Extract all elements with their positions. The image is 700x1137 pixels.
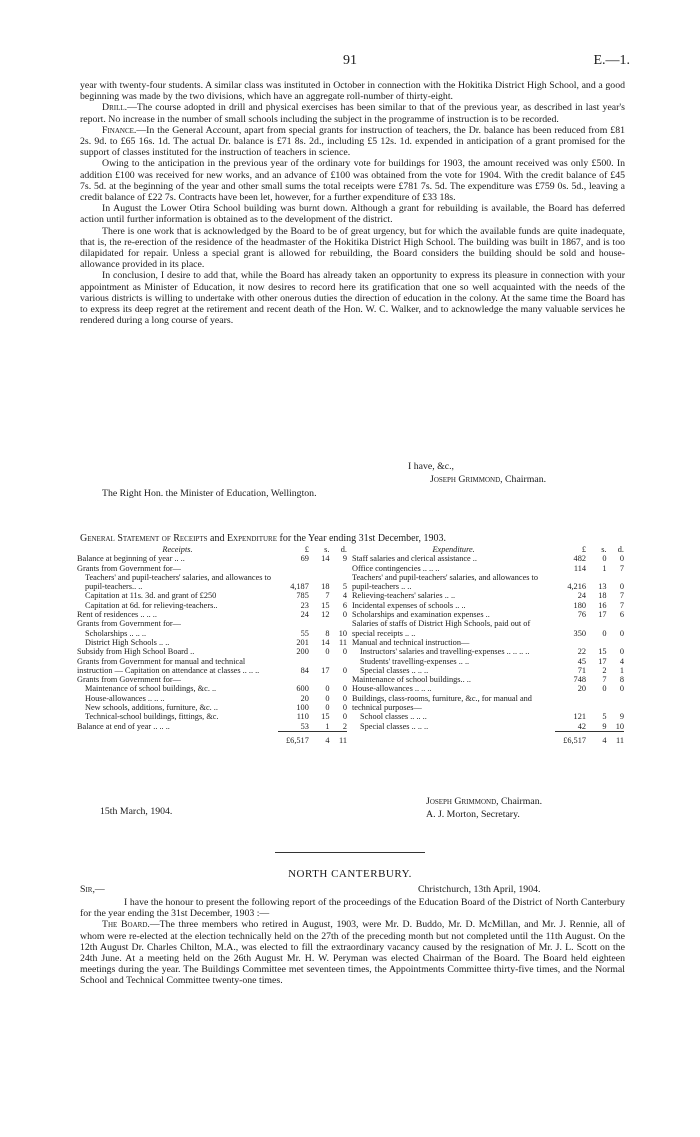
- statement-title: [80, 533, 625, 544]
- receipt-row: [77, 694, 347, 703]
- expenditure-pence: [607, 638, 624, 647]
- expenditure-label: Maintenance of school buildings.. ..: [352, 675, 471, 685]
- statement-chair-name: Joseph Grimmond: [426, 796, 497, 807]
- receipt-pounds: 201: [296, 637, 309, 647]
- closing-i-have: I have, &c.,: [408, 461, 454, 472]
- receipt-pounds: 20: [300, 693, 309, 703]
- receipt-pence: [329, 619, 347, 628]
- receipt-total-row: [77, 731, 347, 745]
- receipt-pounds: 53: [300, 721, 309, 731]
- expenditure-row: [352, 722, 624, 732]
- receipt-pence: 10: [338, 628, 347, 638]
- receipt-pence: 0: [342, 693, 347, 703]
- paragraph-buildings-vote: Owing to the anticipation in the previous year of the ordinary vote for buildings for 1903, the amount received was only £500. In addition £100 was received for new works, and an advance of £100 was obtained from the vote for 1904. With the credit balance of £45 7s. 5d. at the beginning of the year and other small sums the total receipts were £781 7s. 5d. The expenditure was £759 0s. 5d., leaving a credit balance of £22 7s. Contracts have been let, however, for a further expenditure of £33 18s.: [80, 158, 625, 204]
- receipt-shillings: 0: [325, 693, 330, 703]
- receipt-shillings: 0: [325, 703, 330, 713]
- board-heading: The Board.: [102, 919, 150, 931]
- receipt-label: Balance at beginning of year .. ..: [77, 554, 185, 564]
- report-body: [80, 80, 625, 326]
- receipt-total-l: £6,517: [278, 731, 309, 745]
- receipt-pounds: [278, 675, 309, 684]
- receipt-pounds: 200: [296, 647, 309, 657]
- expenditure-pence: 0: [619, 582, 624, 592]
- expenditure-shillings: 9: [602, 721, 607, 731]
- paragraph-board: [80, 919, 625, 986]
- expenditure-total-row: [352, 731, 624, 745]
- receipt-row: [77, 591, 347, 600]
- expenditure-label: Special classes .. .. ..: [360, 722, 429, 732]
- receipt-pence: 0: [342, 684, 347, 694]
- expenditure-pounds: 121: [573, 712, 586, 722]
- section-heading-north-canterbury: NORTH CANTERBURY.: [288, 868, 412, 880]
- expenditure-label: Incidental expenses of schools .. ..: [352, 600, 466, 610]
- receipt-shillings: 15: [321, 712, 330, 722]
- receipt-label: Scholarships .. .. ..: [85, 628, 147, 638]
- expenditure-row: [352, 712, 624, 721]
- receipt-pence: 9: [342, 554, 347, 564]
- closing-signature: [430, 474, 546, 485]
- receipt-shillings: 7: [325, 591, 330, 601]
- addressee: The Right Hon. the Minister of Education, Wellington.: [102, 488, 317, 499]
- expenditure-label: Staff salaries and clerical assistance ..: [352, 554, 477, 564]
- receipt-pounds: 24: [300, 610, 309, 620]
- expenditure-label: Students' travelling-expenses .. ..: [360, 656, 470, 666]
- receipt-row: [77, 703, 347, 712]
- paragraph-drill: [80, 102, 625, 124]
- signatory-name: Joseph Grimmond: [430, 474, 501, 485]
- receipt-label: New schools, additions, furniture, &c. ..: [85, 703, 218, 713]
- receipt-label: Grants from Government for manual and technical instruction — Capitation on attendance at classes .. .. ..: [77, 656, 260, 675]
- receipt-row: [77, 712, 347, 721]
- receipt-shillings: 0: [325, 684, 330, 694]
- paragraph-finance: [80, 125, 625, 159]
- expenditure-pounds: 748: [573, 675, 586, 685]
- expenditure-shillings: 7: [602, 675, 607, 685]
- statement-secretary-role: , Secretary.: [476, 809, 520, 820]
- receipt-pence: 0: [342, 647, 347, 657]
- expenditure-label: House-allowances .. .. ..: [352, 684, 432, 694]
- expenditure-pence: 0: [619, 554, 624, 564]
- expenditure-pounds: 24: [577, 591, 586, 601]
- receipt-label: Grants from Government for—: [77, 675, 181, 685]
- north-canterbury-body: [80, 897, 625, 987]
- expenditure-label: Manual and technical instruction—: [352, 637, 470, 647]
- shillings-heading: s.: [601, 545, 607, 554]
- expenditure-pence: 9: [619, 712, 624, 722]
- receipt-row: [77, 564, 347, 573]
- expenditure-pence: 10: [615, 721, 624, 731]
- expenditure-pence: 0: [619, 684, 624, 694]
- expenditure-pence: 0: [619, 647, 624, 657]
- receipt-pence: [329, 564, 347, 573]
- receipt-label: Subsidy from High School Board ..: [77, 647, 195, 657]
- expenditure-pounds: 22: [577, 647, 586, 657]
- expenditure-row: [352, 610, 624, 619]
- expenditure-shillings: [586, 638, 607, 647]
- expenditure-shillings: 1: [602, 563, 607, 573]
- expenditure-pence: 0: [619, 628, 624, 638]
- expenditure-table: [352, 545, 624, 745]
- receipt-row: [77, 684, 347, 693]
- expenditure-label: Teachers' and pupil-teachers' salaries, and allowances to pupil-teachers .. ..: [352, 572, 539, 592]
- statement-title-and: and: [210, 533, 225, 544]
- statement-secretary-signature: [426, 809, 520, 820]
- expenditure-pounds: 45: [577, 656, 586, 666]
- receipt-label: House-allowances .. .. ..: [85, 693, 165, 703]
- expenditure-pounds: 20: [577, 684, 586, 694]
- receipt-pounds: 84: [300, 665, 309, 675]
- receipt-pounds: 600: [296, 684, 309, 694]
- expenditure-pence: 1: [619, 665, 624, 675]
- expenditure-row: [352, 666, 624, 675]
- drill-text: —The course adopted in drill and physical exercises has been similar to that of the previous year, as described in last year's report. No increase in the number of small schools including the subject in the programme of instruction is to be recorded.: [80, 102, 625, 125]
- expenditure-pence: 7: [619, 563, 624, 573]
- finance-heading: Finance.: [102, 124, 137, 136]
- expenditure-pounds: 71: [577, 665, 586, 675]
- receipt-row: [77, 601, 347, 610]
- receipt-row: [77, 610, 347, 619]
- expenditure-row: [352, 564, 624, 573]
- expenditure-row: [352, 573, 624, 592]
- receipt-label: District High Schools .. ..: [85, 637, 170, 647]
- receipt-total-spacer: [77, 731, 278, 745]
- expenditure-row: [352, 638, 624, 647]
- pence-heading: d.: [617, 545, 624, 554]
- receipt-pounds: 110: [296, 712, 309, 722]
- receipt-row: [77, 573, 347, 592]
- receipt-label: Rent of residences .. .. ..: [77, 610, 157, 620]
- expenditure-row: [352, 601, 624, 610]
- expenditure-row: [352, 647, 624, 656]
- paragraph-conclusion: In conclusion, I desire to add that, while the Board has already taken an opportunity to express its pleasure in connection with your appointment as Minister of Education, it now desires to record here its gratification that one so well acquainted with the needs of the various districts is willing to undertake with other onerous duties the direction of education in the colony. At the same time the Board has to express its deep regret at the retirement and recent death of the Hon. W. C. Walker, and to acknowledge the many valuable services he rendered during a long course of years.: [80, 270, 625, 327]
- receipt-pounds: 785: [296, 591, 309, 601]
- pounds-heading: £: [581, 545, 586, 554]
- receipt-pence: [329, 675, 347, 684]
- statement-title-receipts: General Statement of Receipts: [80, 533, 208, 544]
- pounds-heading: £: [304, 545, 309, 554]
- expenditure-shillings: 0: [602, 684, 607, 694]
- statement-chair-signature: [426, 796, 542, 807]
- expenditure-pounds: 180: [573, 600, 586, 610]
- expenditure-pounds: 76: [577, 610, 586, 620]
- expenditure-pounds: 42: [577, 721, 586, 731]
- receipt-shillings: [309, 675, 330, 684]
- paragraph-lower-otira: In August the Lower Otira School building was burnt down. Although a grant for rebuilding is available, the Board has deferred action until further information is obtained as to the development of the district.: [80, 203, 625, 226]
- statement-title-expenditure: Expenditure: [226, 533, 278, 544]
- expenditure-label: Scholarships and examination expenses ..: [352, 610, 490, 620]
- receipt-pence: 5: [342, 582, 347, 592]
- receipt-pence: 11: [339, 637, 347, 647]
- receipt-shillings: 14: [321, 637, 330, 647]
- expenditure-pence: 4: [619, 656, 624, 666]
- signatory-role: , Chairman.: [500, 474, 547, 485]
- receipt-shillings: 12: [321, 610, 330, 620]
- document-reference: E.—1.: [593, 53, 630, 68]
- expenditure-row: [352, 675, 624, 684]
- receipt-pounds: 55: [300, 628, 309, 638]
- receipt-shillings: 14: [321, 554, 330, 564]
- expenditure-label: Instructors' salaries and travelling-expenses .. .. .. ..: [360, 647, 530, 657]
- receipt-label: Grants from Government for—: [77, 563, 181, 573]
- expenditure-header-row: [352, 545, 624, 554]
- expenditure-heading: Expenditure.: [432, 545, 475, 554]
- receipt-row: [77, 619, 347, 628]
- expenditure-shillings: 13: [598, 582, 607, 592]
- statement-title-rest: for the Year ending 31st December, 1903.: [279, 533, 447, 544]
- receipts-table: [77, 545, 347, 745]
- expenditure-shillings: 17: [598, 656, 607, 666]
- receipt-pounds: 100: [296, 703, 309, 713]
- expenditure-pounds: 350: [573, 628, 586, 638]
- receipt-pence: 0: [342, 610, 347, 620]
- expenditure-pence: 7: [619, 591, 624, 601]
- receipts-header-row: [77, 545, 347, 554]
- statement-chair-role: , Chairman.: [496, 796, 543, 807]
- paragraph-residence: There is one work that is acknowledged by the Board to be of great urgency, but for which the available funds are quite inadequate, that is, the re-erection of the residence of the headmaster of the Hokitika District High School. The building was built in 1867, and is too dilapidated for repair. Unless a special grant is allowed for rebuilding, the Board considers the building should be sold and house-allowance provided in its place.: [80, 225, 625, 271]
- expenditure-label: Special classes .. .. ..: [360, 665, 429, 675]
- expenditure-label: Buildings, class-rooms, furniture, &c., for manual and technical purposes—: [352, 693, 532, 713]
- expenditure-pence: 6: [619, 610, 624, 620]
- expenditure-shillings: 18: [598, 591, 607, 601]
- receipt-row: [77, 675, 347, 684]
- receipt-pounds: 69: [300, 554, 309, 564]
- paragraph-training-class: year with twenty-four students. A similar class was instituted in October in connection with the Hokitika District High School, and a good beginning was made by the two divisions, which have an aggregate roll-number of thirty-eight.: [80, 80, 625, 103]
- receipt-label: Teachers' and pupil-teachers' salaries, and allowances to pupil-teachers.. ..: [85, 572, 272, 592]
- receipt-shillings: 8: [325, 628, 330, 638]
- expenditure-shillings: 15: [598, 647, 607, 657]
- drill-heading: Drill.: [102, 102, 128, 114]
- receipt-pounds: [278, 564, 309, 573]
- receipt-label: Capitation at 6d. for relieving-teachers..: [85, 600, 218, 610]
- expenditure-pounds: 482: [573, 554, 586, 564]
- receipt-label: Grants from Government for—: [77, 619, 181, 629]
- expenditure-pence: 7: [619, 600, 624, 610]
- expenditure-shillings: 5: [602, 712, 607, 722]
- receipt-label: Technical-school buildings, fittings, &c.: [85, 712, 219, 722]
- receipt-pounds: 23: [300, 600, 309, 610]
- board-text: —The three members who retired in August, 1903, were Mr. D. Buddo, Mr. D. McMillan, and Mr. J. Rennie, all of whom were re-elected at the election technically held on the 27th of the preceding month but not completed until the 11th August. On the 12th August Dr. Charles Chilton, M.A., was elected to fill the extraordinary vacancy caused by the resignation of Mr. J. L. Scott on the 24th June. At a meeting held on the 26th August Mr. H. W. Peryman was elected Chairman of the Board. The Board held eighteen meetings during the year. The Buildings Committee met seventeen times, the Appointments Committee thirty-five times, and the Normal School and Technical Committee twenty-one times.: [80, 919, 625, 987]
- expenditure-label: Relieving-teachers' salaries .. ..: [352, 591, 456, 601]
- receipt-shillings: 18: [321, 582, 330, 592]
- receipt-shillings: 17: [321, 665, 330, 675]
- expenditure-label: School classes .. .. ..: [360, 712, 427, 722]
- shillings-heading: s.: [324, 545, 330, 554]
- salutation: Sir,—: [80, 884, 105, 895]
- pence-heading: d.: [340, 545, 347, 554]
- expenditure-row: [352, 591, 624, 600]
- expenditure-shillings: 16: [598, 600, 607, 610]
- receipt-shillings: [309, 619, 330, 628]
- expenditure-label: Office contingencies .. .. ..: [352, 563, 440, 573]
- page-number: 91: [343, 53, 357, 68]
- receipt-row: [77, 722, 347, 732]
- receipt-pence: 0: [342, 665, 347, 675]
- receipt-pence: 0: [342, 712, 347, 722]
- receipt-pounds: 4,187: [290, 582, 309, 592]
- receipt-total-s: 4: [309, 731, 330, 745]
- expenditure-row: [352, 694, 624, 713]
- expenditure-pence: [607, 694, 624, 713]
- expenditure-total-l: £6,517: [555, 731, 586, 745]
- expenditure-pounds: [555, 638, 586, 647]
- expenditure-row: [352, 619, 624, 638]
- expenditure-total-d: 11: [607, 731, 624, 745]
- expenditure-shillings: [586, 694, 607, 713]
- receipt-label: Maintenance of school buildings, &c. ..: [85, 684, 217, 694]
- receipt-row: [77, 657, 347, 676]
- receipt-shillings: [309, 564, 330, 573]
- section-divider: [275, 852, 425, 853]
- receipt-pence: 2: [342, 721, 347, 731]
- expenditure-pence: 8: [619, 675, 624, 685]
- place-date: Christchurch, 13th April, 1904.: [418, 884, 541, 895]
- expenditure-pounds: [555, 694, 586, 713]
- expenditure-row: [352, 554, 624, 563]
- receipt-shillings: 0: [325, 647, 330, 657]
- receipt-pounds: [278, 619, 309, 628]
- receipt-row: [77, 554, 347, 563]
- expenditure-pounds: 114: [573, 563, 586, 573]
- receipts-heading: Receipts.: [162, 545, 193, 554]
- expenditure-total-s: 4: [586, 731, 607, 745]
- receipt-shillings: 15: [321, 600, 330, 610]
- receipt-label: Balance at end of year .. .. ..: [77, 722, 170, 732]
- paragraph-intro: I have the honour to present the following report of the proceedings of the Education Board of the District of North Canterbury for the year ending the 31st December, 1903 :—: [80, 897, 625, 920]
- receipt-pence: 6: [342, 600, 347, 610]
- statement-date: 15th March, 1904.: [100, 806, 173, 817]
- receipt-shillings: 1: [325, 721, 330, 731]
- expenditure-shillings: 17: [598, 610, 607, 620]
- expenditure-pounds: 4,216: [567, 582, 586, 592]
- expenditure-shillings: 0: [602, 554, 607, 564]
- receipt-total-d: 11: [329, 731, 347, 745]
- expenditure-row: [352, 657, 624, 666]
- expenditure-label: Salaries of staffs of District High Schools, paid out of special receipts .. ..: [352, 619, 531, 638]
- receipt-label: Capitation at 11s. 3d. and grant of £250: [85, 591, 217, 601]
- receipt-row: [77, 647, 347, 656]
- receipt-row: [77, 629, 347, 638]
- expenditure-row: [352, 684, 624, 693]
- receipt-row: [77, 638, 347, 647]
- receipt-pence: 0: [342, 703, 347, 713]
- expenditure-shillings: 0: [602, 628, 607, 638]
- expenditure-total-spacer: [352, 731, 555, 745]
- expenditure-shillings: 2: [602, 665, 607, 675]
- receipt-pence: 4: [342, 591, 347, 601]
- statement-secretary-initials: A. J. Morton: [426, 809, 477, 820]
- finance-text: —In the General Account, apart from special grants for instruction of teachers, the Dr. balance has been reduced from £81 2s. 9d. to £65 16s. 1d. The actual Dr. balance is £71 8s. 2d., including £5 12s. 1d. expended in anticipation of a grant promised for the support of classes instituted for the instruction of teachers in science.: [80, 124, 625, 159]
